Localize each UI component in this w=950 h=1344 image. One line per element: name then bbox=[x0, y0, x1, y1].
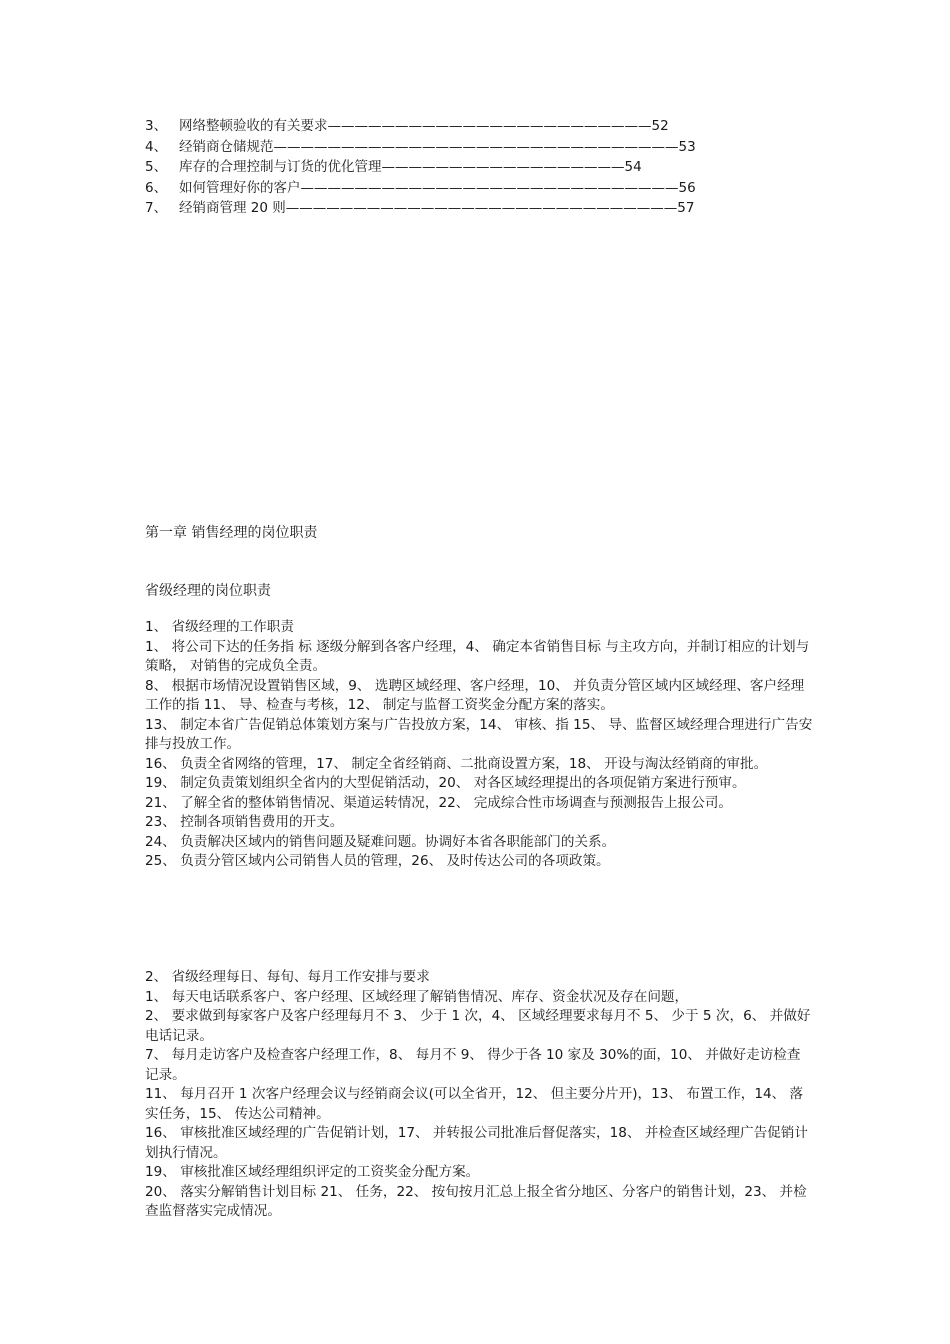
toc-entry-text: 经销商仓储规范——————————————————————————————53 bbox=[179, 138, 696, 155]
schedule-heading: 2、 省级经理每日、每旬、每月工作安排与要求 bbox=[145, 969, 430, 985]
toc-entry[interactable] bbox=[145, 137, 785, 158]
chapter-title: 第一章 销售经理的岗位职责 bbox=[145, 525, 318, 541]
schedule-paragraph: 2、 要求做到每家客户及客户经理每月不 3、 少于 1 次，4、 区域经理要求每月不 5、 少于 5 次，6、 并做好电话记录。 bbox=[145, 1008, 811, 1044]
schedule-paragraph: 1、 每天电话联系客户、客户经理、区域经理了解销售情况、库存、资金状况及存在问题， bbox=[145, 988, 689, 1005]
toc-entry[interactable] bbox=[145, 198, 785, 219]
toc-entry[interactable] bbox=[145, 157, 785, 178]
table-of-contents bbox=[145, 116, 785, 219]
toc-entry-text: 经销商管理 20 则—————————————————————————————57 bbox=[179, 200, 695, 216]
duty-paragraph: 24、 负责解决区域内的销售问题及疑难问题。协调好本省各职能部门的关系。 bbox=[145, 833, 616, 850]
schedule-paragraph: 19、 审核批准区域经理组织评定的工资奖金分配方案。 bbox=[145, 1164, 480, 1180]
schedule-paragraph: 20、 落实分解销售计划目标 21、 任务，22、 按旬按月汇总上报全省分地区、分客户的销售计划，23、 并检查监督落实完成情况。 bbox=[145, 1183, 807, 1219]
duty-paragraph: 25、 负责分管区域内公司销售人员的管理，26、 及时传达公司的各项政策。 bbox=[145, 853, 610, 869]
toc-entry-text: 库存的合理控制与订货的优化管理——————————————————54 bbox=[179, 159, 642, 175]
duty-paragraph: 16、 负责全省网络的管理，17、 制定全省经销商、二批商设置方案，18、 开设与淘汰经销商的审批。 bbox=[145, 755, 768, 772]
schedule-paragraph: 16、 审核批准区域经理的广告促销计划，17、 并转报公司批准后督促落实，18、 并检查区域经理广告促销计划执行情况。 bbox=[145, 1125, 808, 1161]
toc-entry[interactable] bbox=[145, 178, 785, 199]
schedule-paragraph: 7、 每月走访客户及检查客户经理工作，8、 每月不 9、 得少于各 10 家及 30%的面，10、 并做好走访检查记录。 bbox=[145, 1047, 801, 1083]
toc-entry-number: 4、 bbox=[145, 138, 168, 155]
toc-entry-number: 3、 bbox=[145, 118, 168, 134]
toc-entry-number: 5、 bbox=[145, 159, 168, 175]
toc-entry-number: 6、 bbox=[145, 179, 168, 196]
duty-paragraph: 1、 将公司下达的任务指 标 逐级分解到各客户经理，4、 确定本省销售目标 与主攻方向，并制订相应的计划与策略， 对销售的完成负全责。 bbox=[145, 638, 810, 674]
toc-entry[interactable] bbox=[145, 116, 785, 137]
duty-paragraph: 19、 制定负责策划组织全省内的大型促销活动，20、 对各区域经理提出的各项促销方案进行预审。 bbox=[145, 775, 746, 791]
toc-entry-text: 网络整顿验收的有关要求————————————————————————52 bbox=[179, 118, 669, 134]
duty-paragraph: 21、 了解全省的整体销售情况、渠道运转情况，22、 完成综合性市场调查与预测报告上报公司。 bbox=[145, 794, 732, 811]
duty-paragraph: 8、 根据市场情况设置销售区域，9、 选聘区域经理、客户经理，10、 并负责分管区域内区域经理、客户经理工作的指 11、 导、检查与考核，12、 制定与监督工资奖金分配方案的落实。 bbox=[145, 677, 805, 713]
duty-paragraph: 13、 制定本省广告促销总体策划方案与广告投放方案，14、 审核、指 15、 导、监督区域经理合理进行广告安排与投放工作。 bbox=[145, 716, 813, 752]
duty-paragraph: 23、 控制各项销售费用的开支。 bbox=[145, 814, 344, 830]
section-title: 省级经理的岗位职责 bbox=[145, 583, 271, 599]
schedule-paragraph: 11、 每月召开 1 次客户经理会议与经销商会议(可以全省开，12、 但主要分片开)，13、 布置工作，14、 落实任务，15、 传达公司精神。 bbox=[145, 1086, 804, 1122]
toc-entry-text: 如何管理好你的客户————————————————————————————56 bbox=[179, 179, 696, 196]
duties-section bbox=[145, 618, 813, 872]
toc-entry-number: 7、 bbox=[145, 200, 168, 216]
schedule-section bbox=[145, 968, 813, 1222]
duties-heading: 1、 省级经理的工作职责 bbox=[145, 619, 294, 635]
